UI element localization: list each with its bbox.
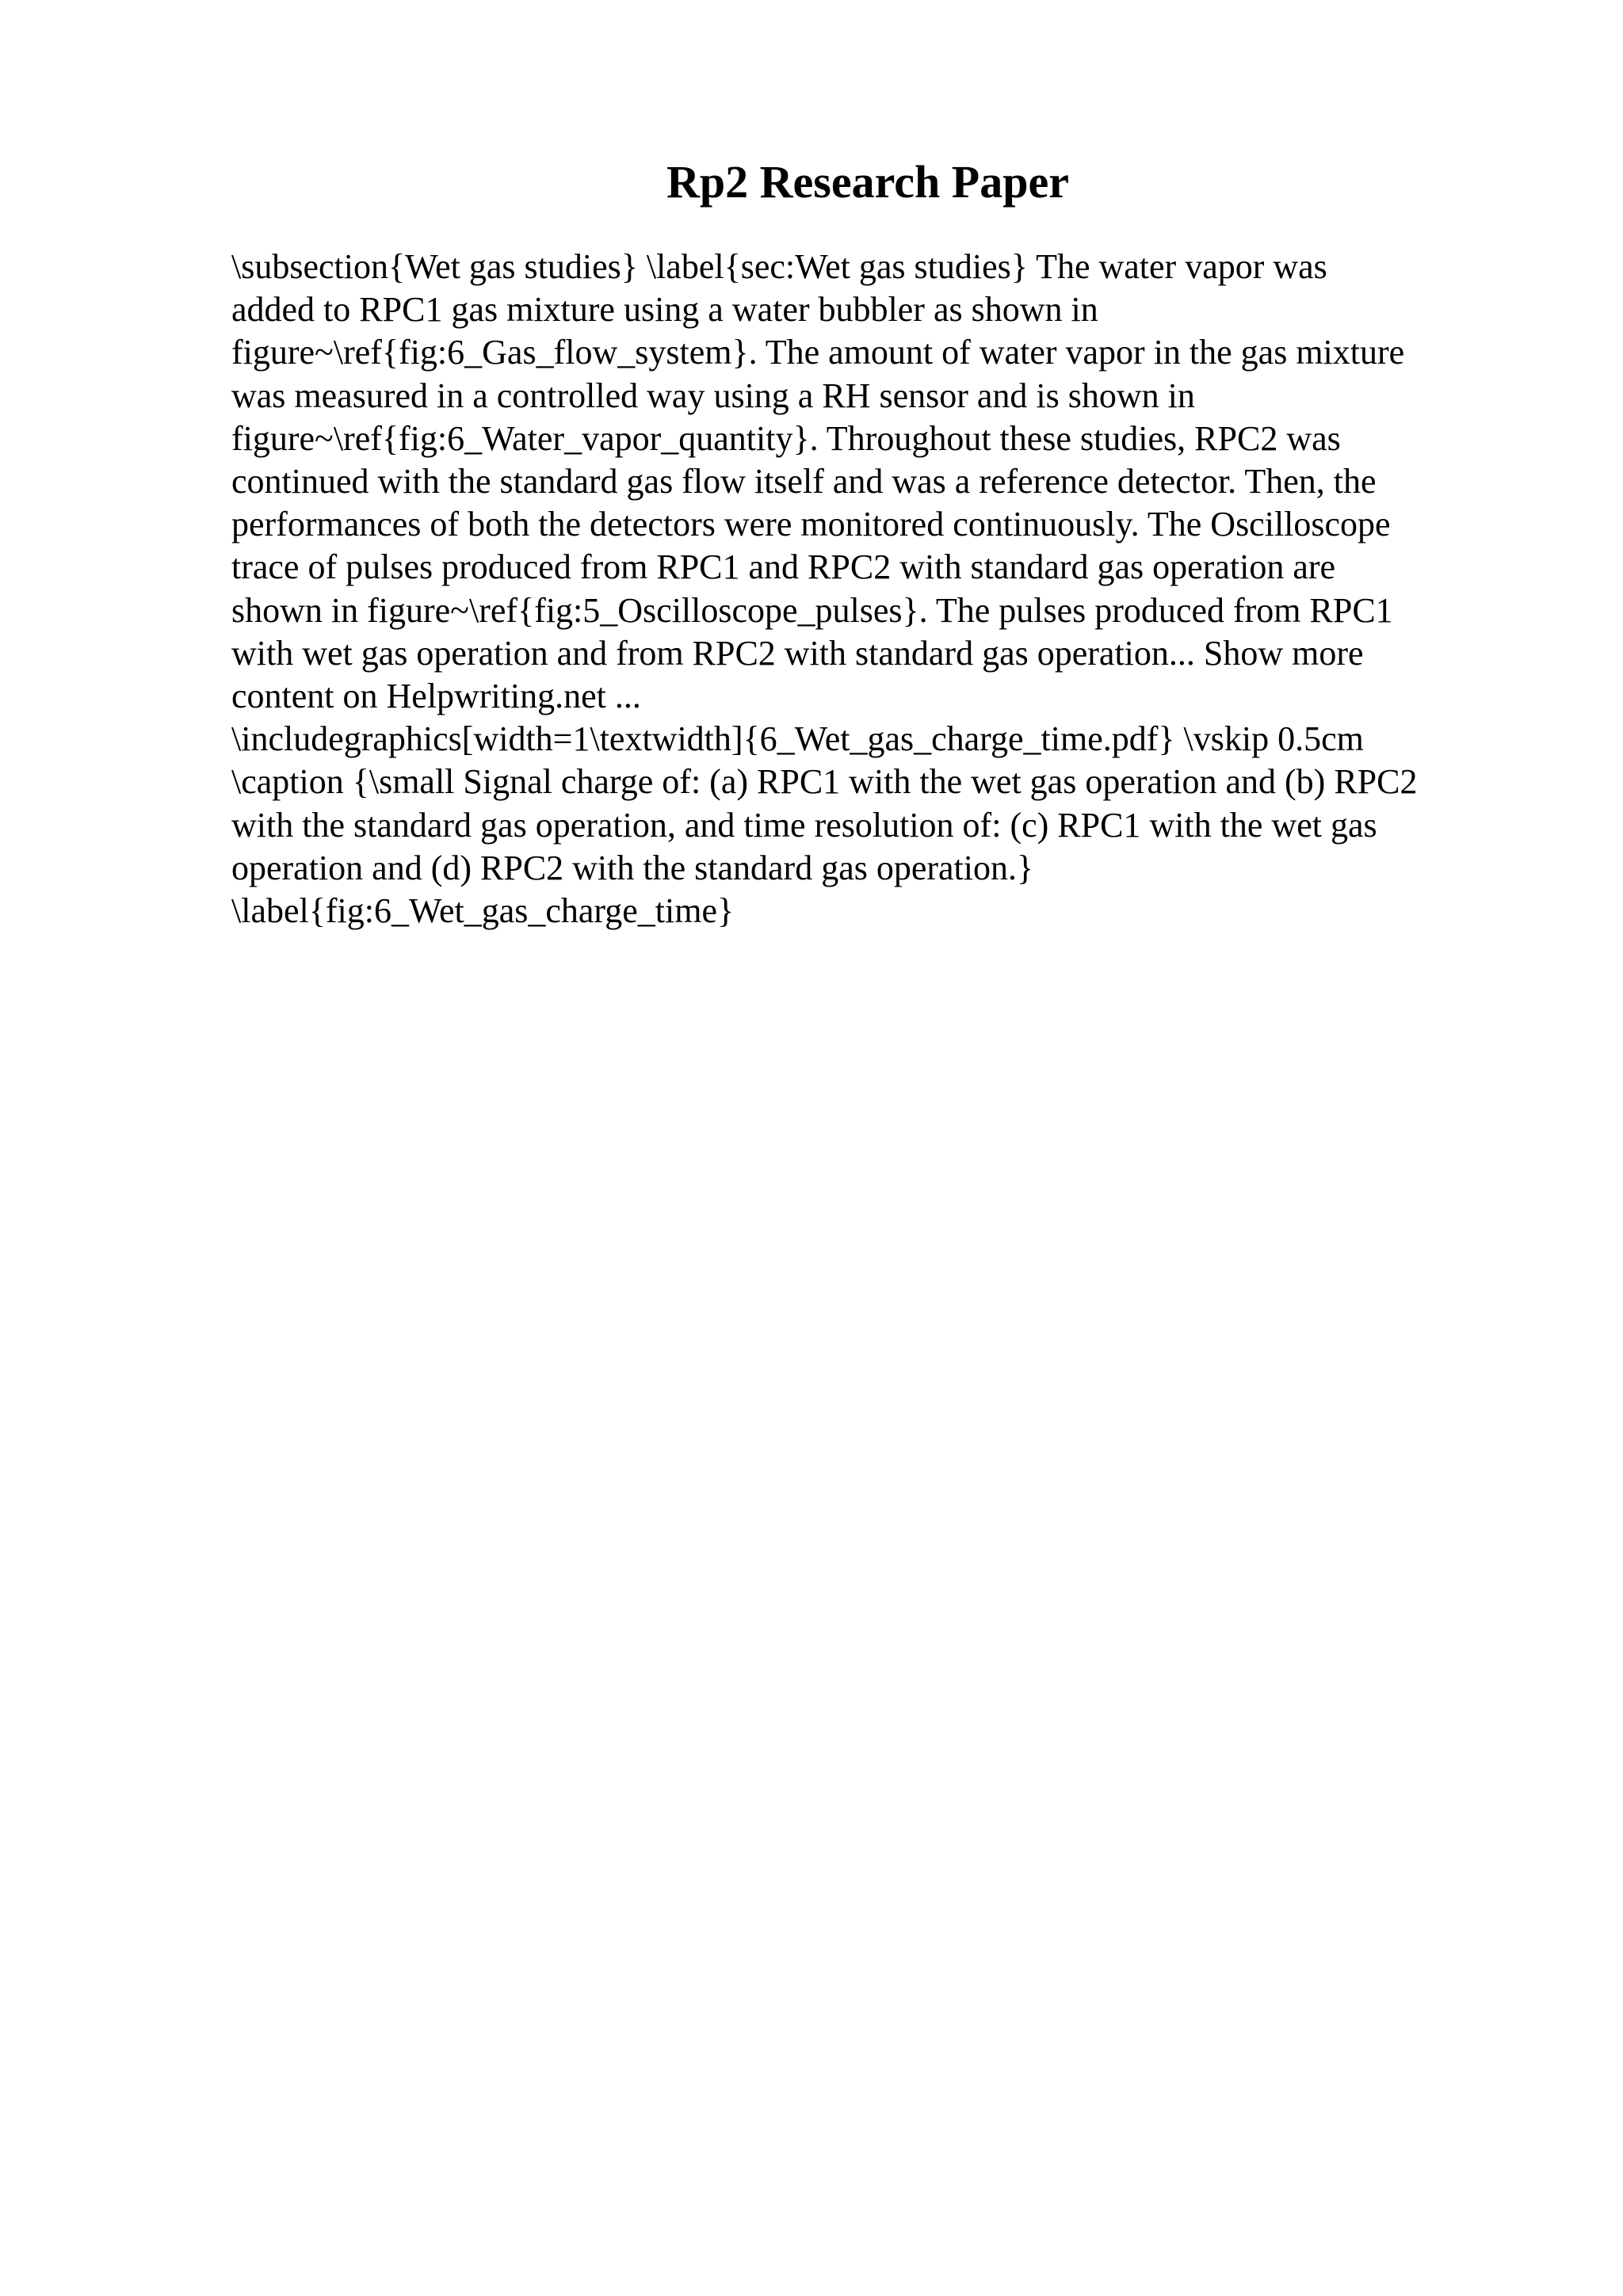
body-line: with wet gas operation and from RPC2 with standard gas operation... Show more (231, 633, 1364, 673)
body-line: \caption {\small Signal charge of: (a) RPC1 with the wet gas operation and (b) RPC2 (231, 762, 1418, 802)
body-line: trace of pulses produced from RPC1 and RPC2 with standard gas operation are (231, 547, 1336, 587)
body-line: content on Helpwriting.net ... (231, 677, 641, 716)
body-line: \label{fig:6_Wet_gas_charge_time} (231, 891, 735, 931)
body-line: figure~\ref{fig:6_Water_vapor_quantity}. Throughout these studies, RPC2 was (231, 418, 1341, 458)
body-line: was measured in a controlled way using a RH sensor and is shown in (231, 376, 1195, 415)
body-line: continued with the standard gas flow itself and was a reference detector. Then, the (231, 462, 1377, 502)
body-line: added to RPC1 gas mixture using a water bubbler as shown in (231, 290, 1098, 330)
body-line: with the standard gas operation, and time resolution of: (c) RPC1 with the wet gas (231, 805, 1377, 845)
body-line: \subsection{Wet gas studies} \label{sec:Wet gas studies} The water vapor was (231, 247, 1327, 286)
body-line: operation and (d) RPC2 with the standard gas operation.} (231, 848, 1034, 887)
body-text (231, 246, 1515, 933)
page-title: Rp2 Research Paper (666, 156, 1069, 208)
body-line: figure~\ref{fig:6_Gas_flow_system}. The amount of water vapor in the gas mixture (231, 333, 1405, 372)
body-line: shown in figure~\ref{fig:5_Oscilloscope_pulses}. The pulses produced from RPC1 (231, 590, 1393, 630)
body-line: \includegraphics[width=1\textwidth]{6_Wet_gas_charge_time.pdf} \vskip 0.5cm (231, 719, 1364, 759)
body-line: performances of both the detectors were monitored continuously. The Oscilloscope (231, 505, 1391, 544)
